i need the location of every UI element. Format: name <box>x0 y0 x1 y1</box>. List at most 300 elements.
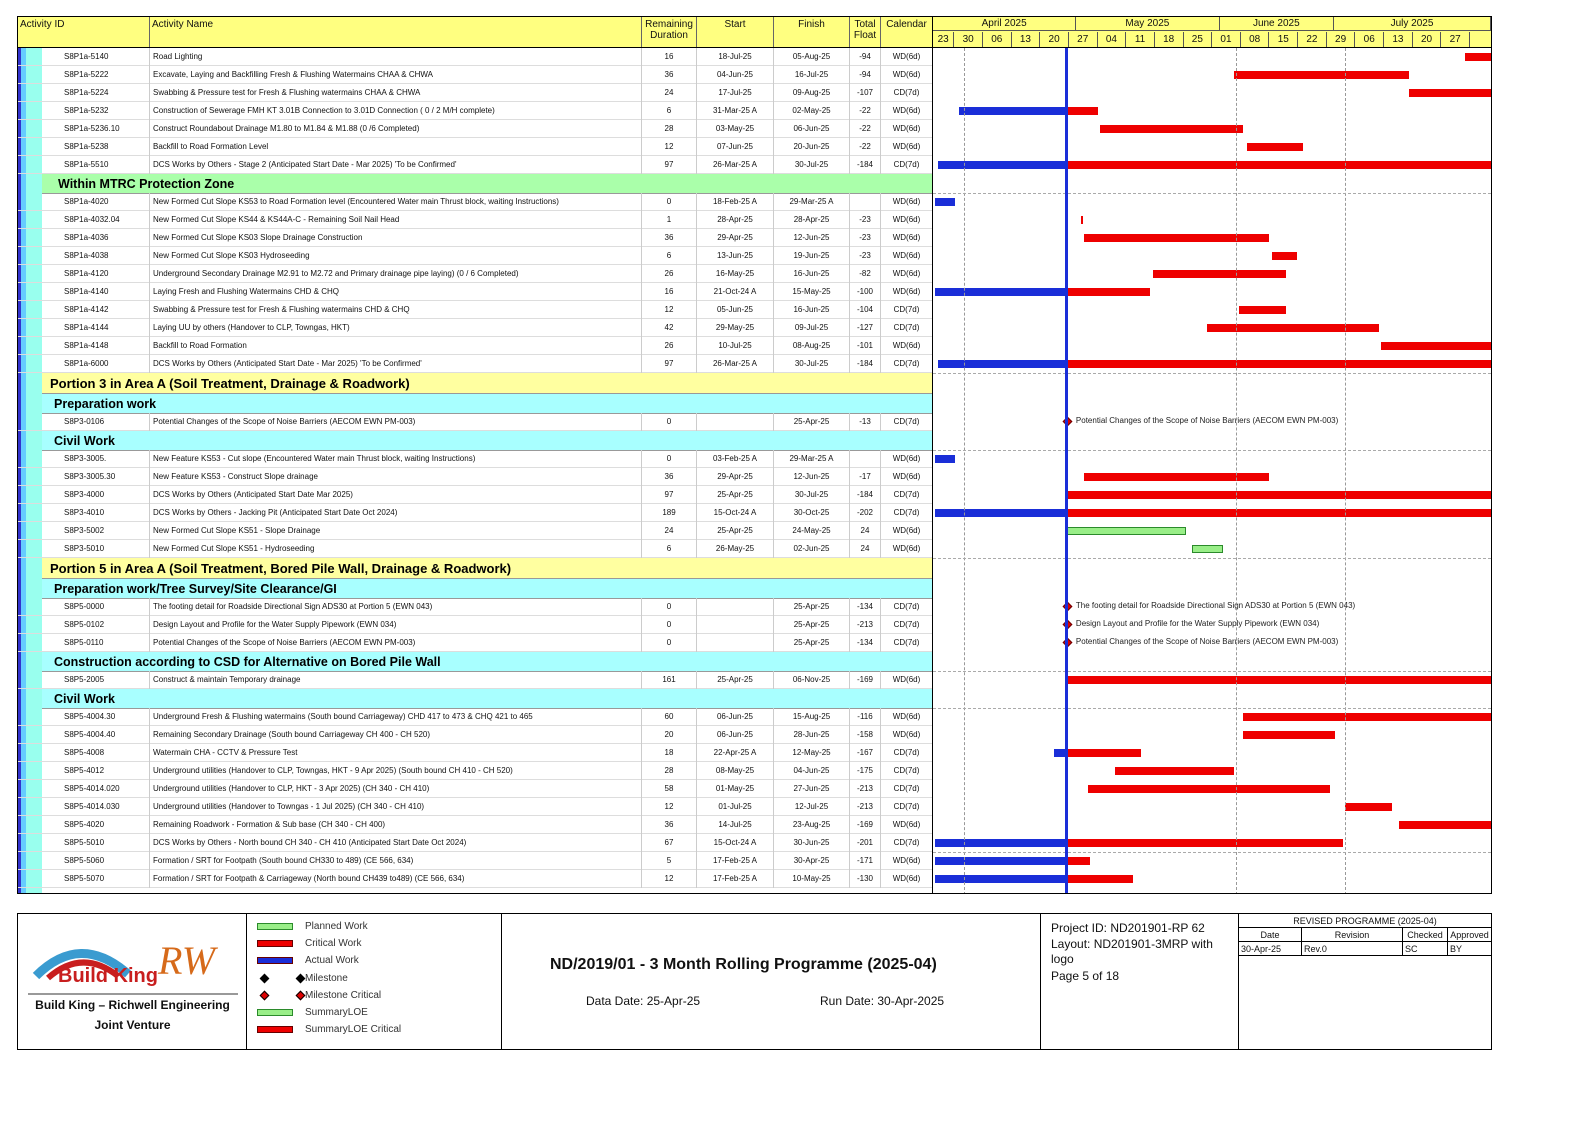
activity-id: S8P1a-4142 <box>60 301 150 319</box>
calendar: CD(7d) <box>893 748 920 757</box>
calendar: WD(6d) <box>892 287 921 296</box>
total-float: -134 <box>850 598 881 616</box>
activity-row[interactable] <box>18 48 932 66</box>
activity-row[interactable] <box>18 468 932 486</box>
remaining-duration: 28 <box>642 762 697 780</box>
activity-name: Underground utilities (Handover to CLP, HKT - 3 Apr 2025) (CH 340 - CH 410) <box>150 780 642 798</box>
activity-row[interactable] <box>18 762 932 780</box>
actual-work-bar[interactable] <box>935 857 1066 865</box>
calendar: WD(6d) <box>892 52 921 61</box>
col-remaining-duration[interactable]: Remaining Duration <box>642 17 697 47</box>
activity-row[interactable] <box>18 138 932 156</box>
activity-row[interactable] <box>18 211 932 229</box>
total-float <box>850 450 881 468</box>
wbs-section-header[interactable]: Preparation work/Tree Survey/Site Clearance/GI <box>42 579 932 599</box>
logo-cell <box>18 914 247 1049</box>
timescale-week: 25 <box>1184 32 1213 47</box>
activity-row[interactable] <box>18 319 932 337</box>
activity-row[interactable] <box>18 355 932 373</box>
critical-work-bar[interactable] <box>1066 360 1491 368</box>
activity-row[interactable] <box>18 66 932 84</box>
activity-row[interactable] <box>18 726 932 744</box>
legend-label: Planned Work <box>305 921 368 932</box>
actual-work-bar[interactable] <box>935 509 1066 517</box>
critical-work-bar[interactable] <box>1081 216 1083 224</box>
activity-id: S8P1a-5232 <box>60 102 150 120</box>
critical-work-bar[interactable] <box>1465 53 1491 61</box>
activity-id: S8P5-4014.030 <box>60 798 150 816</box>
critical-work-bar[interactable] <box>1153 270 1286 278</box>
start-date: 06-Jun-25 <box>697 708 774 726</box>
activity-name: New Formed Cut Slope KS03 Hydroseeding <box>150 247 642 265</box>
remaining-duration: 36 <box>642 229 697 247</box>
activity-row[interactable] <box>18 616 932 634</box>
finish-date: 12-Jun-25 <box>774 468 850 486</box>
remaining-duration: 0 <box>642 634 697 652</box>
activity-name: DCS Works by Others - North bound CH 340 - CH 410 (Anticipated Start Date Oct 2024) <box>150 834 642 852</box>
row-gridline <box>933 852 1491 853</box>
calendar: CD(7d) <box>893 784 920 793</box>
critical-work-bar[interactable] <box>1066 107 1098 115</box>
col-activity-name[interactable]: Activity Name <box>150 17 642 47</box>
remaining-duration: 0 <box>642 598 697 616</box>
legend-item <box>257 1023 497 1037</box>
calendar: WD(6d) <box>892 526 921 535</box>
col-calendar[interactable]: Calendar <box>886 19 927 30</box>
actual-work-bar[interactable] <box>959 107 1066 115</box>
timescale-week: 22 <box>1298 32 1327 47</box>
critical-work-bar[interactable] <box>1115 767 1234 775</box>
finish-date: 30-Oct-25 <box>774 504 850 522</box>
start-date: 25-Apr-25 <box>697 522 774 540</box>
remaining-duration: 6 <box>642 247 697 265</box>
activity-row[interactable] <box>18 120 932 138</box>
activity-row[interactable] <box>18 852 932 870</box>
finish-date: 10-May-25 <box>774 870 850 888</box>
remaining-duration: 161 <box>642 671 697 689</box>
remaining-duration: 12 <box>642 870 697 888</box>
planned-work-bar[interactable] <box>1192 545 1223 553</box>
critical-work-bar[interactable] <box>1239 306 1286 314</box>
calendar: WD(6d) <box>892 215 921 224</box>
activity-row[interactable] <box>18 193 932 211</box>
finish-date: 09-Jul-25 <box>774 319 850 337</box>
activity-name: Potential Changes of the Scope of Noise Barriers (AECOM EWN PM-003) <box>150 634 642 652</box>
start-date: 25-Apr-25 <box>697 671 774 689</box>
row-gridline <box>933 558 1491 559</box>
activity-id: S8P5-5010 <box>60 834 150 852</box>
total-float: -184 <box>850 156 881 174</box>
calendar: WD(6d) <box>892 472 921 481</box>
legend-swatch <box>257 923 293 930</box>
activity-id: S8P5-5060 <box>60 852 150 870</box>
total-float: -82 <box>850 265 881 283</box>
calendar: CD(7d) <box>893 305 920 314</box>
activity-id: S8P1a-4148 <box>60 337 150 355</box>
finish-date: 05-Aug-25 <box>774 48 850 66</box>
finish-date: 29-Mar-25 A <box>774 193 850 211</box>
remaining-duration: 42 <box>642 319 697 337</box>
finish-date: 16-Jun-25 <box>774 301 850 319</box>
activity-id: S8P5-4004.30 <box>60 708 150 726</box>
legend-label: Actual Work <box>305 955 359 967</box>
logo-company-line1: Build King – Richwell Engineering <box>35 998 230 1012</box>
activity-id: S8P3-4010 <box>60 504 150 522</box>
activity-row[interactable] <box>18 486 932 504</box>
remaining-duration: 26 <box>642 337 697 355</box>
actual-work-bar[interactable] <box>935 198 955 206</box>
calendar: WD(6d) <box>892 820 921 829</box>
activity-name: Underground utilities (Handover to CLP, Towngas, HKT - 9 Apr 2025) (South bound CH 410 - CH 520) <box>150 762 642 780</box>
total-float: -130 <box>850 870 881 888</box>
legend-item <box>257 954 497 968</box>
total-float <box>850 193 881 211</box>
activity-id: S8P5-4020 <box>60 816 150 834</box>
timescale-week: 20 <box>1413 32 1442 47</box>
remaining-duration: 6 <box>642 540 697 558</box>
activity-id: S8P3-5010 <box>60 540 150 558</box>
finish-date: 02-May-25 <box>774 102 850 120</box>
critical-work-bar[interactable] <box>1088 785 1330 793</box>
milestone-icon <box>296 973 306 983</box>
timescale-week: 18 <box>1155 32 1184 47</box>
activity-id: S8P5-0110 <box>60 634 150 652</box>
activity-row[interactable] <box>18 540 932 558</box>
total-float: -23 <box>850 247 881 265</box>
activity-name: Underground Fresh & Flushing watermains (South bound Carriageway) CHD 417 to 473 & CHQ 421 to 465 <box>150 708 642 726</box>
activity-id: S8P1a-5238 <box>60 138 150 156</box>
activity-name: Formation / SRT for Footpath (South bound CH330 to 489) (CE 566, 634) <box>150 852 642 870</box>
activity-id: S8P1a-5224 <box>60 84 150 102</box>
calendar: WD(6d) <box>892 251 921 260</box>
remaining-duration: 24 <box>642 84 697 102</box>
activity-row[interactable] <box>18 84 932 102</box>
activity-row[interactable] <box>18 301 932 319</box>
finish-date: 08-Aug-25 <box>774 337 850 355</box>
remaining-duration: 12 <box>642 798 697 816</box>
calendar: WD(6d) <box>892 675 921 684</box>
finish-date: 28-Apr-25 <box>774 211 850 229</box>
critical-work-bar[interactable] <box>1234 71 1409 79</box>
start-date: 28-Apr-25 <box>697 211 774 229</box>
finish-date: 25-Apr-25 <box>774 413 850 431</box>
start-date: 08-May-25 <box>697 762 774 780</box>
activity-row[interactable] <box>18 634 932 652</box>
activity-row[interactable] <box>18 870 932 888</box>
col-start[interactable]: Start <box>697 17 774 47</box>
critical-work-bar[interactable] <box>1084 234 1269 242</box>
timescale-week: 27 <box>1441 32 1470 47</box>
activity-id: S8P1a-5510 <box>60 156 150 174</box>
calendar: WD(6d) <box>892 269 921 278</box>
revision-col-checked: Checked <box>1403 928 1448 942</box>
calendar: CD(7d) <box>893 802 920 811</box>
activity-id: S8P5-5070 <box>60 870 150 888</box>
start-date: 26-Mar-25 A <box>697 156 774 174</box>
activity-row[interactable] <box>18 450 932 468</box>
remaining-duration: 6 <box>642 102 697 120</box>
logo-company-line2: Joint Venture <box>94 1018 171 1032</box>
activity-row[interactable] <box>18 247 932 265</box>
legend-label: Milestone <box>305 972 348 984</box>
row-gridline <box>933 708 1491 709</box>
calendar: CD(7d) <box>893 620 920 629</box>
critical-work-bar[interactable] <box>1066 491 1491 499</box>
total-float: -169 <box>850 816 881 834</box>
activity-row[interactable] <box>18 337 932 355</box>
start-date: 03-May-25 <box>697 120 774 138</box>
legend-swatch <box>257 940 293 947</box>
legend-label: SummaryLOE <box>305 1007 368 1018</box>
revision-col-date: Date <box>1239 928 1302 942</box>
total-float: -184 <box>850 486 881 504</box>
row-gridline <box>933 373 1491 374</box>
activity-row[interactable] <box>18 283 932 301</box>
total-float: -213 <box>850 780 881 798</box>
activity-name: Swabbing & Pressure test for Fresh & Flushing watermains CHAA & CHWA <box>150 84 642 102</box>
critical-work-bar[interactable] <box>1100 125 1243 133</box>
activity-id: S8P3-5002 <box>60 522 150 540</box>
finish-date: 25-Apr-25 <box>774 598 850 616</box>
critical-work-bar[interactable] <box>1066 839 1343 847</box>
critical-work-bar[interactable] <box>1345 803 1392 811</box>
activity-name: DCS Works by Others - Stage 2 (Anticipated Start Date - Mar 2025) 'To be Confirmed' <box>150 156 642 174</box>
calendar: CD(7d) <box>893 602 920 611</box>
activity-row[interactable] <box>18 598 932 616</box>
legend-item <box>257 937 497 951</box>
wbs-section-header[interactable]: Preparation work <box>42 394 932 414</box>
critical-work-bar[interactable] <box>1066 509 1491 517</box>
wbs-section-header[interactable]: Construction according to CSD for Alternative on Bored Pile Wall <box>42 652 932 672</box>
milestone-label: Potential Changes of the Scope of Noise Barriers (AECOM EWN PM-003) <box>1075 416 1339 425</box>
activity-id: S8P1a-4140 <box>60 283 150 301</box>
month-gridline <box>964 48 965 894</box>
critical-work-bar[interactable] <box>1247 143 1303 151</box>
revision-heading: REVISED PROGRAMME (2025-04) <box>1239 914 1491 928</box>
activity-id: S8P1a-4036 <box>60 229 150 247</box>
project-info-cell <box>1041 914 1239 1049</box>
actual-work-bar[interactable] <box>938 161 1066 169</box>
activity-row[interactable] <box>18 229 932 247</box>
calendar: WD(6d) <box>892 142 921 151</box>
timescale-week: 15 <box>1269 32 1298 47</box>
activity-row[interactable] <box>18 798 932 816</box>
legend-swatch <box>257 1026 293 1033</box>
wbs-portion-header[interactable]: Portion 5 in Area A (Soil Treatment, Bored Pile Wall, Drainage & Roadwork) <box>42 558 932 579</box>
calendar: WD(6d) <box>892 454 921 463</box>
activity-name: Backfill to Road Formation Level <box>150 138 642 156</box>
activity-id: S8P1a-5140 <box>60 48 150 66</box>
finish-date: 30-Jun-25 <box>774 834 850 852</box>
actual-work-bar[interactable] <box>935 875 1066 883</box>
activity-row[interactable] <box>18 102 932 120</box>
start-date <box>697 616 774 634</box>
start-date: 15-Oct-24 A <box>697 504 774 522</box>
col-total-float[interactable]: Total Float <box>850 17 881 47</box>
remaining-duration: 36 <box>642 468 697 486</box>
calendar: CD(7d) <box>893 359 920 368</box>
activity-row[interactable] <box>18 834 932 852</box>
start-date: 31-Mar-25 A <box>697 102 774 120</box>
finish-date: 20-Jun-25 <box>774 138 850 156</box>
calendar: WD(6d) <box>892 233 921 242</box>
calendar: CD(7d) <box>893 508 920 517</box>
remaining-duration: 24 <box>642 522 697 540</box>
activity-row[interactable] <box>18 708 932 726</box>
critical-work-bar[interactable] <box>1272 252 1298 260</box>
total-float: -167 <box>850 744 881 762</box>
col-finish[interactable]: Finish <box>774 17 850 47</box>
wbs-section-header[interactable]: Civil Work <box>42 431 932 451</box>
total-float: -22 <box>850 138 881 156</box>
finish-date: 29-Mar-25 A <box>774 450 850 468</box>
activity-name: Remaining Secondary Drainage (South bound Carriageway CH 400 - CH 520) <box>150 726 642 744</box>
timescale-week: 06 <box>1355 32 1384 47</box>
activity-row[interactable] <box>18 671 932 689</box>
calendar: CD(7d) <box>893 417 920 426</box>
logo-mark: RW <box>158 938 216 983</box>
revision-approved: BY <box>1448 942 1492 956</box>
month-gridline <box>1236 48 1237 894</box>
total-float: -107 <box>850 84 881 102</box>
critical-work-bar[interactable] <box>1066 676 1491 684</box>
activity-row[interactable] <box>18 816 932 834</box>
actual-work-bar[interactable] <box>938 360 1066 368</box>
remaining-duration: 5 <box>642 852 697 870</box>
milestone-label: Design Layout and Profile for the Water Supply Pipework (EWN 034) <box>1075 619 1320 628</box>
activity-row[interactable] <box>18 504 932 522</box>
timescale-week: 08 <box>1241 32 1270 47</box>
wbs-portion-header[interactable]: Portion 3 in Area A (Soil Treatment, Drainage & Roadwork) <box>42 373 932 394</box>
remaining-duration: 28 <box>642 120 697 138</box>
critical-work-bar[interactable] <box>1066 749 1141 757</box>
critical-work-bar[interactable] <box>1381 342 1491 350</box>
activity-name: Underground utilities (Handover to Towngas - 1 Jul 2025) (CH 340 - CH 410) <box>150 798 642 816</box>
activity-name: Construction of Sewerage FMH KT 3.01B Connection to 3.01D Connection ( 0 / 2 M/H complete) <box>150 102 642 120</box>
activity-name: New Formed Cut Slope KS53 to Road Formation level (Encountered Water main Thrust block, waiting Instructions) <box>150 193 642 211</box>
start-date: 13-Jun-25 <box>697 247 774 265</box>
activity-name: New Formed Cut Slope KS51 - Hydroseeding <box>150 540 642 558</box>
legend-swatch <box>257 1009 293 1016</box>
finish-date: 30-Jul-25 <box>774 355 850 373</box>
logo-brand: Build King <box>58 965 158 987</box>
activity-name: New Formed Cut Slope KS51 - Slope Drainage <box>150 522 642 540</box>
activity-row[interactable] <box>18 522 932 540</box>
gantt-chart <box>933 48 1491 894</box>
start-date: 17-Feb-25 A <box>697 852 774 870</box>
total-float: -134 <box>850 634 881 652</box>
activity-id: S8P5-0102 <box>60 616 150 634</box>
activity-name: New Formed Cut Slope KS03 Slope Drainage Construction <box>150 229 642 247</box>
total-float: -23 <box>850 229 881 247</box>
start-date: 01-Jul-25 <box>697 798 774 816</box>
project-id: Project ID: ND201901-RP 62 <box>1051 921 1205 935</box>
timescale-header <box>933 17 1491 48</box>
start-date <box>697 413 774 431</box>
activity-name: Laying Fresh and Flushing Watermains CHD & CHQ <box>150 283 642 301</box>
start-date: 29-Apr-25 <box>697 229 774 247</box>
activity-row[interactable] <box>18 780 932 798</box>
legend-swatch <box>257 957 293 964</box>
start-date: 25-Apr-25 <box>697 486 774 504</box>
critical-work-bar[interactable] <box>1243 713 1491 721</box>
actual-work-bar[interactable] <box>935 288 1066 296</box>
critical-work-bar[interactable] <box>1066 161 1491 169</box>
total-float: -100 <box>850 283 881 301</box>
finish-date: 28-Jun-25 <box>774 726 850 744</box>
activity-id: S8P5-4008 <box>60 744 150 762</box>
calendar: CD(7d) <box>893 323 920 332</box>
timescale-week: 29 <box>1327 32 1356 47</box>
critical-work-bar[interactable] <box>1399 821 1491 829</box>
activity-name: DCS Works by Others (Anticipated Start Date - Mar 2025) 'To be Confirmed' <box>150 355 642 373</box>
start-date: 16-May-25 <box>697 265 774 283</box>
total-float: 24 <box>850 540 881 558</box>
calendar: CD(7d) <box>893 838 920 847</box>
critical-work-bar[interactable] <box>1066 857 1090 865</box>
timescale-week: 01 <box>1212 32 1241 47</box>
finish-date: 16-Jun-25 <box>774 265 850 283</box>
col-activity-id[interactable]: Activity ID <box>18 17 150 47</box>
milestone-label: Potential Changes of the Scope of Noise Barriers (AECOM EWN PM-003) <box>1075 637 1339 646</box>
remaining-duration: 1 <box>642 211 697 229</box>
activity-name: Potential Changes of the Scope of Noise Barriers (AECOM EWN PM-003) <box>150 413 642 431</box>
actual-work-bar[interactable] <box>935 839 1066 847</box>
finish-date: 04-Jun-25 <box>774 762 850 780</box>
remaining-duration: 0 <box>642 450 697 468</box>
critical-work-bar[interactable] <box>1066 875 1133 883</box>
remaining-duration: 12 <box>642 301 697 319</box>
start-date: 04-Jun-25 <box>697 66 774 84</box>
activity-row[interactable] <box>18 413 932 431</box>
activity-name: Construct & maintain Temporary drainage <box>150 671 642 689</box>
revision-table <box>1239 914 1491 956</box>
remaining-duration: 26 <box>642 265 697 283</box>
critical-work-bar[interactable] <box>1243 731 1335 739</box>
total-float: -116 <box>850 708 881 726</box>
start-date <box>697 634 774 652</box>
activity-name: Excavate, Laying and Backfilling Fresh & Flushing Watermains CHAA & CHWA <box>150 66 642 84</box>
activity-row[interactable] <box>18 265 932 283</box>
revision-cell <box>1239 914 1491 1049</box>
total-float: -175 <box>850 762 881 780</box>
planned-work-bar[interactable] <box>1066 527 1186 535</box>
start-date: 10-Jul-25 <box>697 337 774 355</box>
wbs-section-header[interactable]: Civil Work <box>42 689 932 709</box>
activity-row[interactable] <box>18 156 932 174</box>
remaining-duration: 16 <box>642 48 697 66</box>
wbs-zone-header[interactable]: Within MTRC Protection Zone <box>42 174 932 194</box>
calendar: WD(6d) <box>892 730 921 739</box>
critical-work-bar[interactable] <box>1066 288 1150 296</box>
critical-work-bar[interactable] <box>1409 89 1491 97</box>
timescale-week: 13 <box>1384 32 1413 47</box>
timescale-month: April 2025 <box>933 17 1076 31</box>
activity-row[interactable] <box>18 744 932 762</box>
total-float: -213 <box>850 616 881 634</box>
activity-name: Road Lighting <box>150 48 642 66</box>
critical-work-bar[interactable] <box>1084 473 1269 481</box>
activity-name: Formation / SRT for Footpath & Carriageway (North bound CH439 to489) (CE 566, 634) <box>150 870 642 888</box>
remaining-duration: 18 <box>642 744 697 762</box>
row-gridline <box>933 450 1491 451</box>
timescale-week: 13 <box>1012 32 1041 47</box>
revision-date: 30-Apr-25 <box>1239 942 1302 956</box>
actual-work-bar[interactable] <box>935 455 955 463</box>
start-date: 17-Feb-25 A <box>697 870 774 888</box>
total-float: -94 <box>850 66 881 84</box>
critical-work-bar[interactable] <box>1207 324 1379 332</box>
